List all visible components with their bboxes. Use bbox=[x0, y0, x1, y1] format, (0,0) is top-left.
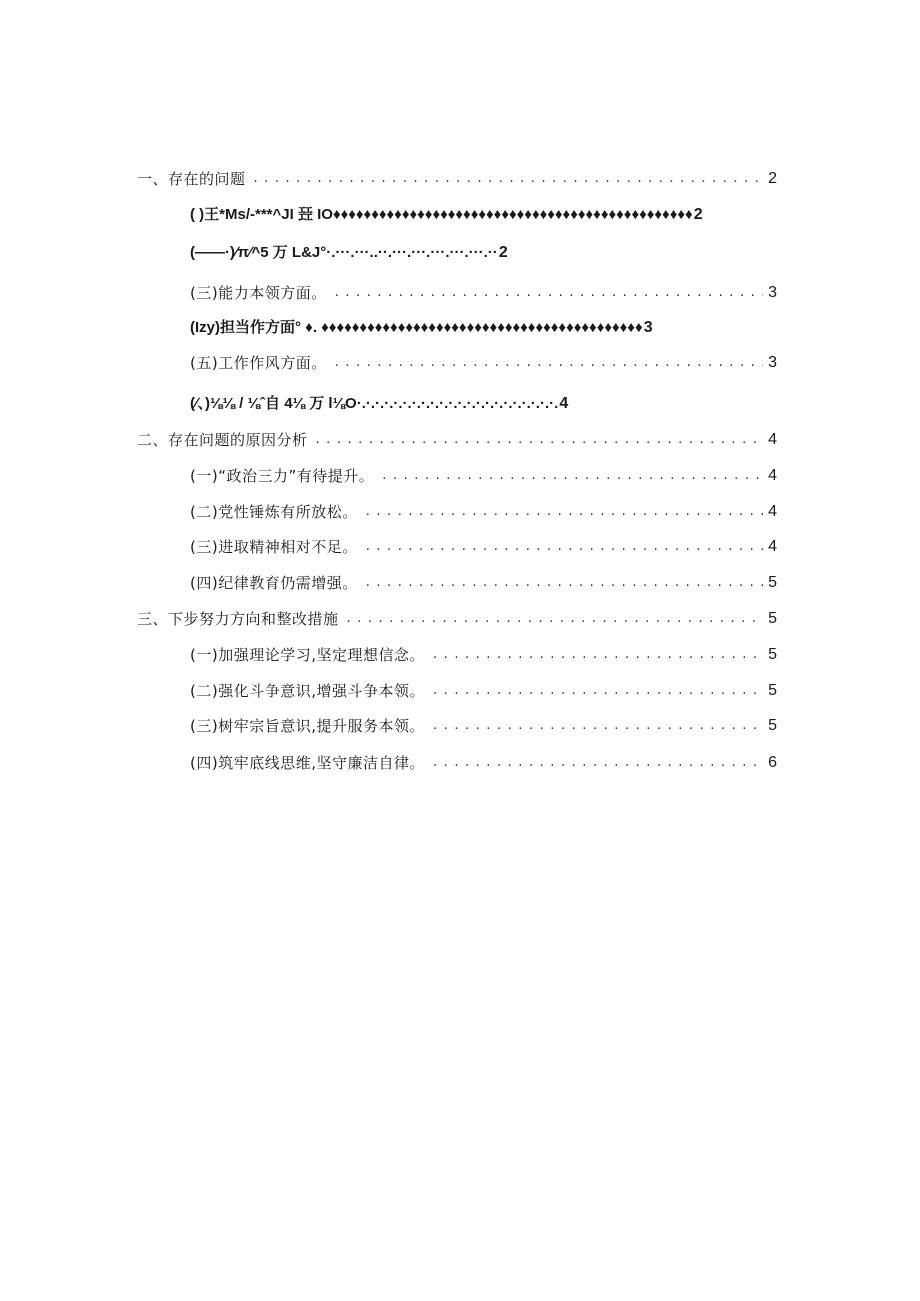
toc-entry-title: (三)树牢宗旨意识,提升服务本领。 bbox=[190, 717, 425, 735]
dot-leader bbox=[433, 643, 763, 667]
toc-entry-section-3[interactable] bbox=[137, 607, 777, 631]
toc-entry-1-5[interactable] bbox=[190, 351, 777, 375]
toc-entry-title: (——·)∕π∕^5 万 L&J°·.···.···..··.···.···.···.···.···.·· bbox=[190, 244, 498, 261]
dot-leader bbox=[433, 679, 763, 703]
toc-entry-title: (一)“政治三力”有待提升。 bbox=[190, 467, 375, 485]
toc-entry-title: (四)纪律教育仍需增强。 bbox=[190, 574, 358, 592]
toc-entry-section-1[interactable] bbox=[137, 167, 777, 191]
dot-leader bbox=[382, 464, 763, 488]
toc-page-number: 2 bbox=[768, 170, 777, 187]
toc-page-number: 2 bbox=[693, 206, 703, 223]
toc-page-number: 5 bbox=[768, 682, 777, 699]
toc-entry-1-2[interactable] bbox=[190, 241, 577, 265]
toc-entry-2-4[interactable] bbox=[190, 571, 777, 595]
toc-page-number: 6 bbox=[768, 754, 777, 771]
toc-entry-title: (Izy)担当作方面° ♦. ♦♦♦♦♦♦♦♦♦♦♦♦♦♦♦♦♦♦♦♦♦♦♦♦♦♦♦♦♦♦♦♦♦♦♦♦♦♦♦♦♦♦ bbox=[190, 319, 643, 336]
toc-page-number: 4 bbox=[768, 431, 777, 448]
toc-entry-title: 三、下步努力方向和整改措施 bbox=[137, 610, 339, 628]
toc-entry-title: 二、存在问题的原因分析 bbox=[137, 431, 308, 449]
toc-page-number: 5 bbox=[768, 717, 777, 734]
toc-page-number: 4 bbox=[559, 395, 569, 412]
toc-page-number: 3 bbox=[643, 319, 653, 336]
toc-entry-2-1[interactable] bbox=[190, 464, 777, 488]
dot-leader bbox=[316, 428, 763, 452]
dot-leader bbox=[433, 714, 763, 738]
toc-entry-title: (五)工作作风方面。 bbox=[190, 354, 327, 372]
dot-leader bbox=[366, 500, 763, 524]
toc-page-number: 4 bbox=[768, 467, 777, 484]
toc-page-number: 2 bbox=[498, 244, 508, 261]
toc-entry-2-3[interactable] bbox=[190, 535, 777, 559]
toc-page-number: 5 bbox=[768, 646, 777, 663]
toc-entry-title: (∕、)⅛⅛ / ⅛ˆ自 4⅛ 万 l⅛O·.·.·.·.·.·.·.·.·.·.·.·.·.·.·.·.·.·.·.·.·.·. bbox=[190, 395, 559, 412]
dot-leader bbox=[366, 535, 763, 559]
dot-leader bbox=[433, 751, 763, 775]
toc-page-number: 4 bbox=[768, 503, 777, 520]
toc-page-number: 5 bbox=[768, 610, 777, 627]
toc-entry-1-4[interactable] bbox=[190, 316, 730, 340]
toc-entry-1-1[interactable] bbox=[190, 203, 777, 227]
toc-entry-title: (四)筑牢底线思维,坚守廉洁自律。 bbox=[190, 754, 425, 772]
toc-entry-2-2[interactable] bbox=[190, 500, 777, 524]
toc-page-number: 3 bbox=[768, 284, 777, 301]
dot-leader bbox=[335, 281, 763, 305]
dot-leader bbox=[347, 607, 763, 631]
toc-entry-3-4[interactable] bbox=[190, 751, 777, 775]
toc-entry-title: (二)强化斗争意识,增强斗争本领。 bbox=[190, 682, 425, 700]
toc-entry-3-3[interactable] bbox=[190, 714, 777, 738]
toc-entry-title: (二)党性锤炼有所放松。 bbox=[190, 503, 358, 521]
toc-entry-title: (一)加强理论学习,坚定理想信念。 bbox=[190, 646, 425, 664]
toc-page-number: 3 bbox=[768, 354, 777, 371]
toc-page-number: 5 bbox=[768, 574, 777, 591]
toc-entry-title: 一、存在的问题 bbox=[137, 170, 246, 188]
dot-leader bbox=[254, 167, 763, 191]
toc-entry-1-3[interactable] bbox=[190, 281, 777, 305]
dot-leader bbox=[366, 571, 763, 595]
toc-entry-title: ( )王*Ms/-***^JI 㠭 IO♦♦♦♦♦♦♦♦♦♦♦♦♦♦♦♦♦♦♦♦♦♦♦♦♦♦♦♦♦♦♦♦♦♦♦♦♦♦♦♦♦♦♦♦♦♦♦ bbox=[190, 206, 693, 223]
toc-entry-1-6[interactable] bbox=[190, 392, 625, 416]
toc-page-number: 4 bbox=[768, 538, 777, 555]
toc-entry-section-2[interactable] bbox=[137, 428, 777, 452]
toc-entry-title: (三)能力本领方面。 bbox=[190, 284, 327, 302]
toc-entry-3-2[interactable] bbox=[190, 679, 777, 703]
toc-entry-title: (三)进取精神相对不足。 bbox=[190, 538, 358, 556]
dot-leader bbox=[335, 351, 763, 375]
toc-entry-3-1[interactable] bbox=[190, 643, 777, 667]
